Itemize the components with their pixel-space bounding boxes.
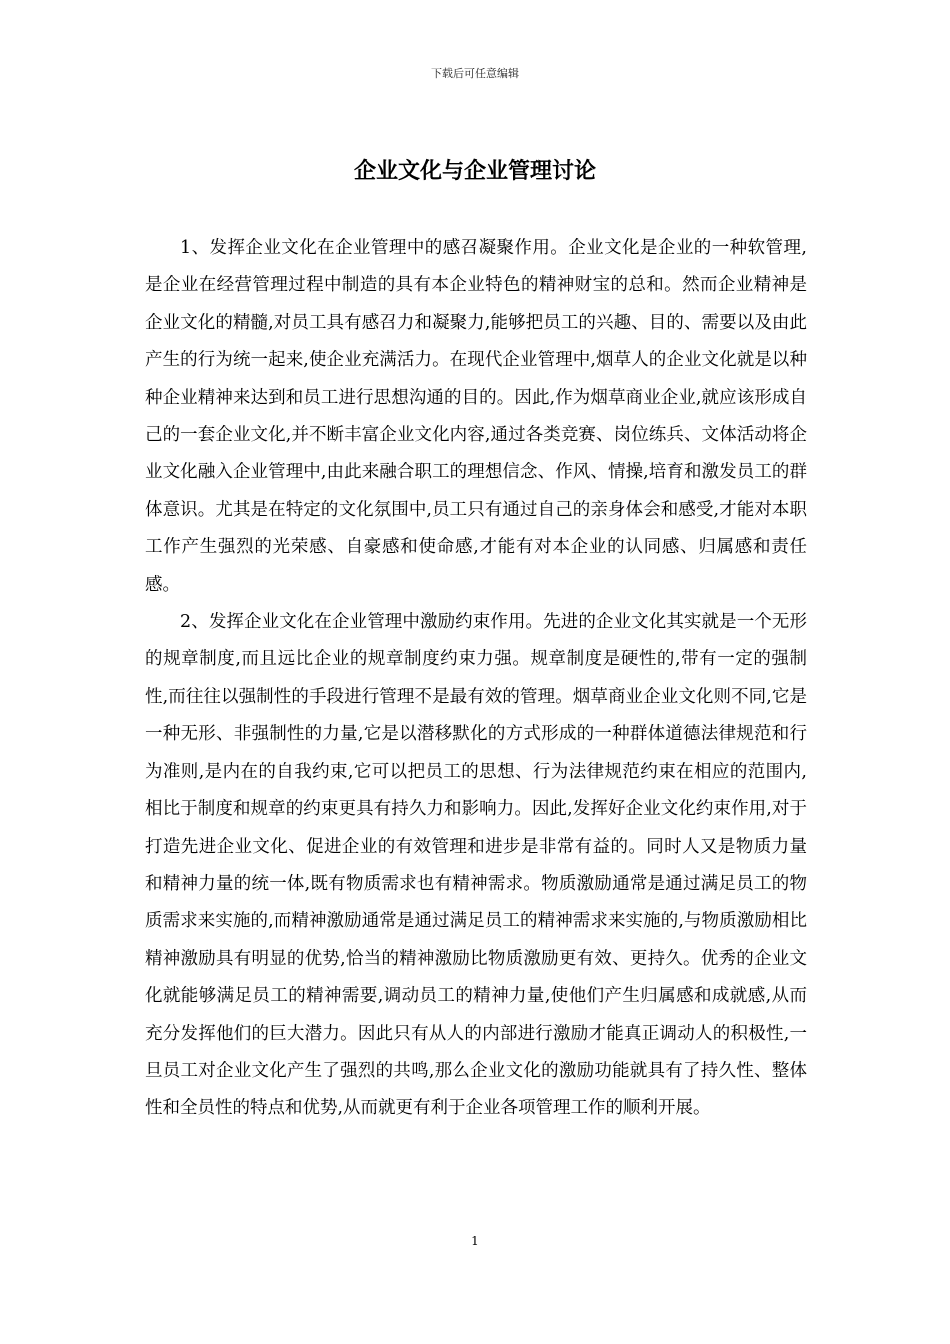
page-number: 1 bbox=[471, 1234, 479, 1248]
page-header-note: 下载后可任意编辑 bbox=[431, 67, 519, 80]
paragraph-2: 2、发挥企业文化在企业管理中激励约束作用。先进的企业文化其实就是一个无形的规章制度,而且远比企业的规章制度约束力强。规章制度是硬性的,带有一定的强制性,而往往以强制性的手段进行管理不是最有效的管理。烟草商业企业文化则不同,它是一种无形、非强制性的力量,它是以潜移默化的方式形成的一种群体道德法律规范和行为准则,是内在的自我约束,它可以把员工的思想、行为法律规范约束在相应的范围内,相比于制度和规章的约束更具有持久力和影响力。因此,发挥好企业文化约束作用,对于打造先进企业文化、促进企业的有效管理和进步是非常有益的。同时人又是物质力量和精神力量的统一体,既有物质需求也有精神需求。物质激励通常是通过满足员工的物质需求来实施的,而精神激励通常是通过满足员工的精神需求来实施的,与物质激励相比精神激励具有明显的优势,恰当的精神激励比物质激励更有效、更持久。优秀的企业文化就能够满足员工的精神需要,调动员工的精神力量,使他们产生归属感和成就感,从而充分发挥他们的巨大潜力。因此只有从人的内部进行激励才能真正调动人的积极性,一旦员工对企业文化产生了强烈的共鸣,那么企业文化的激励功能就具有了持久性、整体性和全员性的特点和优势,从而就更有利于企业各项管理工作的顺利开展。 bbox=[145, 612, 807, 1119]
document-title: 企业文化与企业管理讨论 bbox=[353, 158, 596, 184]
document-body bbox=[145, 230, 807, 1128]
paragraph-1: 1、发挥企业文化在企业管理中的感召凝聚作用。企业文化是企业的一种软管理,是企业在经营管理过程中制造的具有本企业特色的精神财宝的总和。然而企业精神是企业文化的精髓,对员工具有感召力和凝聚力,能够把员工的兴趣、目的、需要以及由此产生的行为统一起来,使企业充满活力。在现代企业管理中,烟草人的企业文化就是以种种企业精神来达到和员工进行思想沟通的目的。因此,作为烟草商业企业,就应该形成自己的一套企业文化,并不断丰富企业文化内容,通过各类竞赛、岗位练兵、文体活动将企业文化融入企业管理中,由此来融合职工的理想信念、作风、情操,培育和激发员工的群体意识。尤其是在特定的文化氛围中,员工只有通过自己的亲身体会和感受,才能对本职工作产生强烈的光荣感、自豪感和使命感,才能有对本企业的认同感、归属感和责任感。 bbox=[145, 238, 807, 595]
